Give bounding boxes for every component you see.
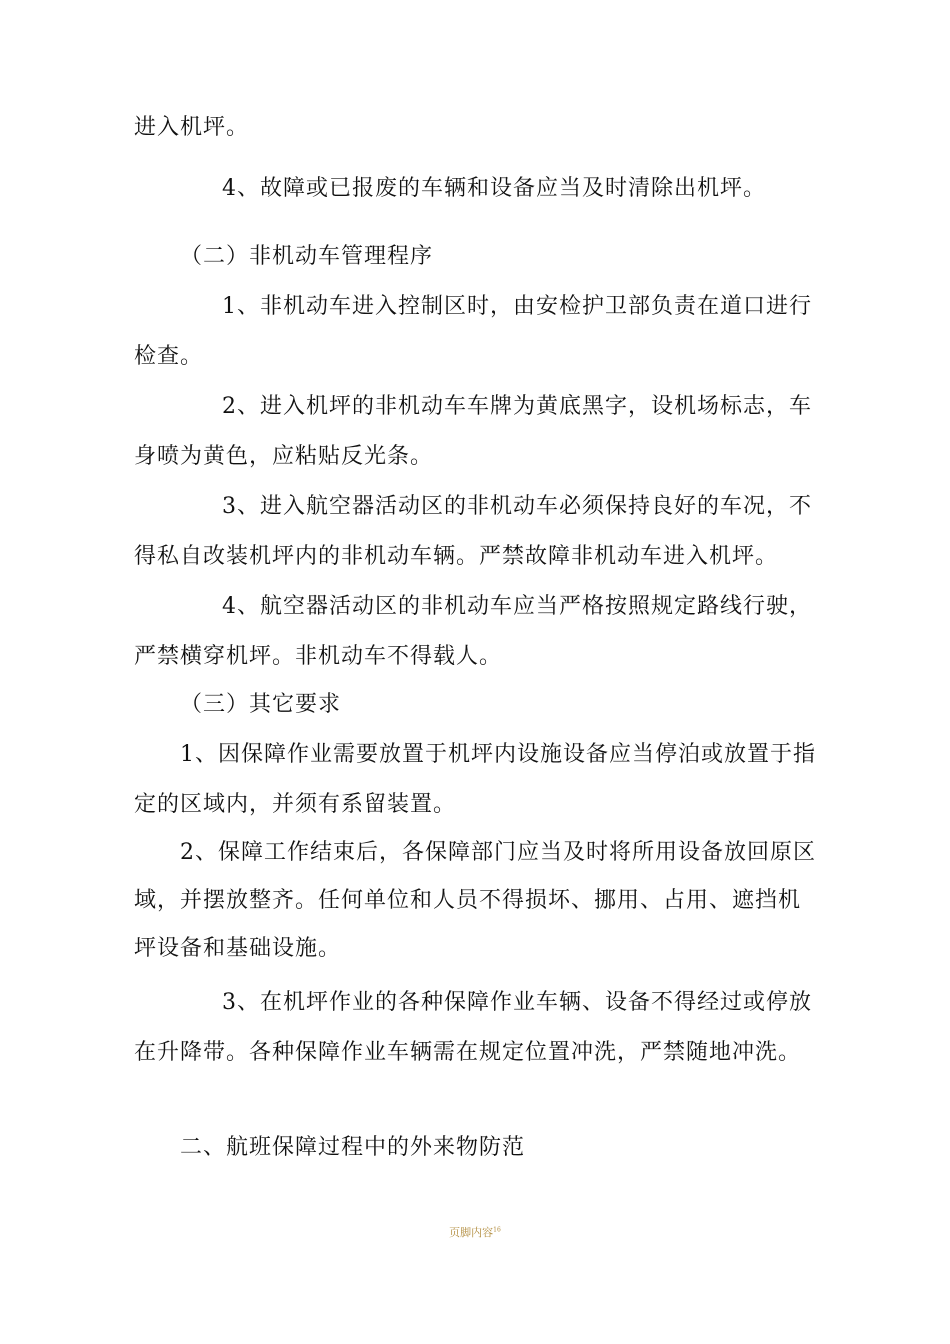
page-number: 16 xyxy=(493,1226,501,1234)
text-line: 3、进入航空器活动区的非机动车必须保持良好的车况，不 xyxy=(222,494,812,519)
text-line: 3、在机坪作业的各种保障作业车辆、设备不得经过或停放 xyxy=(222,990,812,1015)
footer-text: 页脚内容 xyxy=(449,1226,494,1239)
text-line: 得私自改装机坪内的非机动车辆。严禁故障非机动车进入机坪。 xyxy=(134,544,779,569)
text-line: 域，并摆放整齐。任何单位和人员不得损坏、挪用、占用、遮挡机 xyxy=(134,888,802,913)
text-line: 严禁横穿机坪。非机动车不得载人。 xyxy=(134,644,503,669)
section-heading: 二、航班保障过程中的外来物防范 xyxy=(180,1135,526,1160)
text-line: 4、故障或已报废的车辆和设备应当及时清除出机坪。 xyxy=(222,176,766,201)
section-heading: （三）其它要求 xyxy=(180,692,342,717)
text-line: 坪设备和基础设施。 xyxy=(134,936,342,961)
text-line: 检查。 xyxy=(134,344,204,369)
page-footer xyxy=(0,1224,950,1240)
text-line: 进入机坪。 xyxy=(134,115,250,140)
text-line: 4、航空器活动区的非机动车应当严格按照规定路线行驶， xyxy=(222,594,812,619)
text-line: 2、保障工作结束后，各保障部门应当及时将所用设备放回原区 xyxy=(180,840,816,865)
text-line: 定的区域内，并须有系留装置。 xyxy=(134,792,457,817)
text-line: 1、因保障作业需要放置于机坪内设施设备应当停泊或放置于指 xyxy=(180,742,816,767)
text-line: 1、非机动车进入控制区时，由安检护卫部负责在道口进行 xyxy=(222,294,812,319)
text-line: 2、进入机坪的非机动车车牌为黄底黑字，设机场标志，车 xyxy=(222,394,812,419)
section-heading: （二）非机动车管理程序 xyxy=(180,244,434,269)
text-line: 在升降带。各种保障作业车辆需在规定位置冲洗，严禁随地冲洗。 xyxy=(134,1040,802,1065)
text-line: 身喷为黄色，应粘贴反光条。 xyxy=(134,444,434,469)
